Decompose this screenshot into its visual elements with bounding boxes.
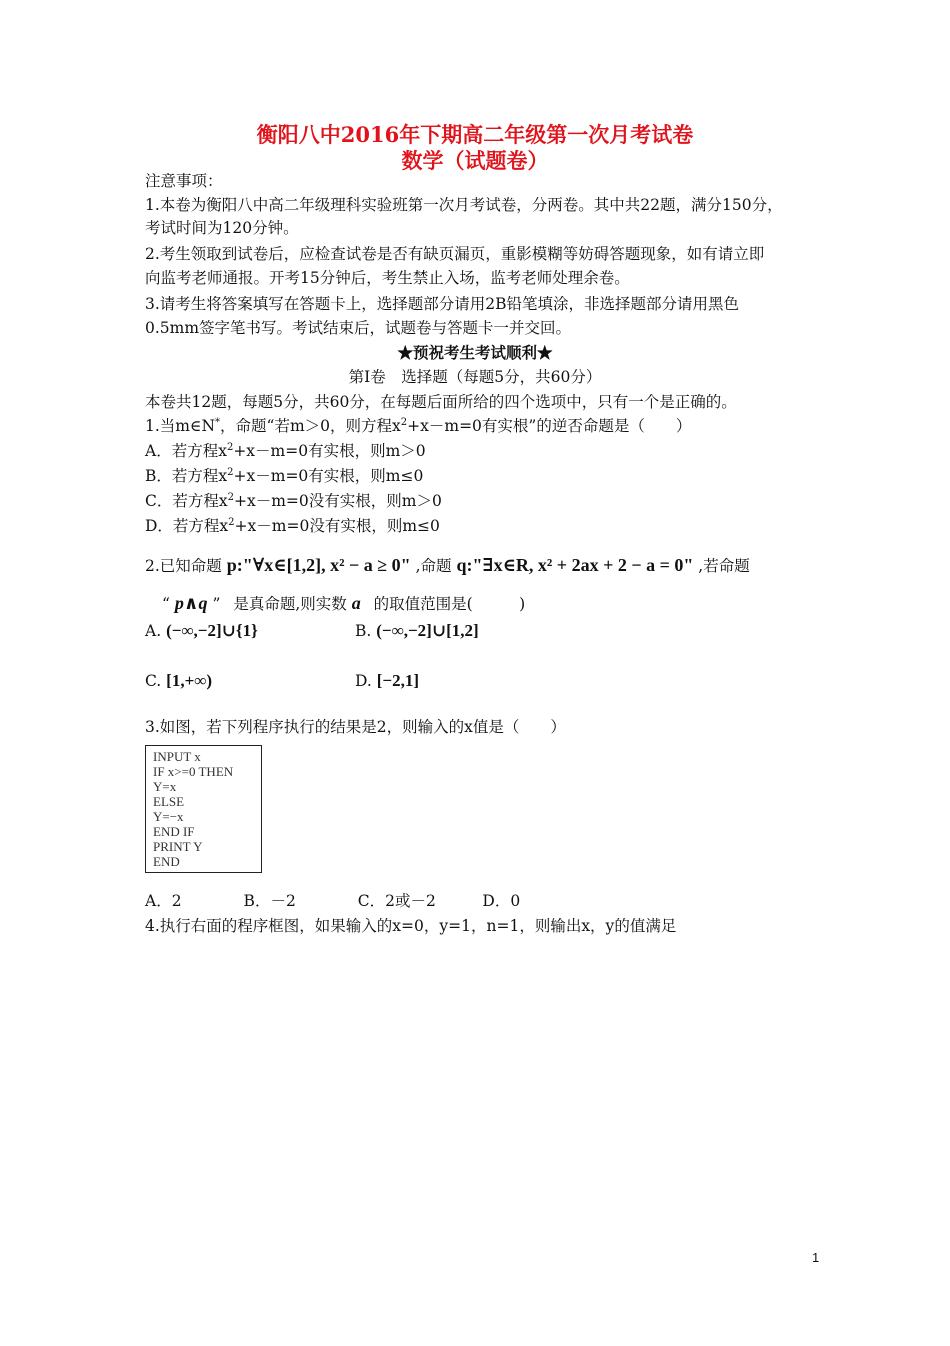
code-line: Y=x: [153, 779, 177, 794]
code-line: Y=−x: [153, 809, 184, 824]
proposition-p-formula: p:"∀x∈[1,2], x² − a ≥ 0": [226, 555, 411, 575]
question-2-option-c: C. [1,+∞): [145, 671, 213, 690]
note-2-line-2: 向监考老师通报。开考15分钟后，考生禁止入场，监考老师处理余卷。: [145, 269, 630, 287]
code-line: END IF: [153, 824, 195, 839]
note-3-line-1: 3.请考生将答案填写在答题卡上，选择题部分请用2B铅笔填涂，非选择题部分请用黑色: [145, 295, 740, 313]
question-2-option-b: B. (−∞,−2]∪[1,2]: [355, 621, 479, 640]
note-2-line-1: 2.考生领取到试卷后，应检查试卷是否有缺页漏页，重影模糊等妨碍答题现象，如有请立即: [145, 245, 765, 263]
code-line: PRINT Y: [153, 839, 203, 854]
section-intro: 本卷共12题，每题5分，共60分，在每题后面所给的四个选项中，只有一个是正确的。: [145, 393, 737, 411]
good-luck-banner: ★预祝考生考试顺利★: [397, 343, 553, 362]
exam-subtitle: 数学（试题卷）: [401, 148, 549, 173]
question-3-stem: 3.如图，若下列程序执行的结果是2，则输入的x值是（ ）: [145, 718, 566, 736]
code-line: ELSE: [153, 794, 185, 809]
section-title: 第Ⅰ卷 选择题（每题5分，共60分）: [348, 368, 602, 386]
page-number: 1: [812, 1250, 820, 1265]
code-line: END: [153, 854, 180, 869]
question-1-option-d: D．若方程$x^2+x-m=0$没有实根，则m≤0: [145, 516, 440, 535]
code-line: INPUT x: [153, 749, 201, 764]
exam-title: 衡阳八中2016年下期高二年级第一次月考试卷: [256, 122, 694, 147]
question-2-stem-line-2: “ p∧q ” 是真命题,则实数 a 的取值范围是( ): [162, 593, 526, 613]
p-and-q-formula: p∧q: [174, 593, 208, 613]
question-2-option-a: A. (−∞,−2]∪{1}: [145, 621, 258, 640]
proposition-q-formula: q:"∃x∈R, x² + 2ax + 2 − a = 0": [456, 555, 694, 575]
question-3-options: A．2 B．－2 C．2或－2 D．0: [145, 892, 521, 910]
code-line: IF x>=0 THEN: [153, 764, 234, 779]
notes-heading: 注意事项：: [145, 172, 223, 190]
note-1-line-1: 1.本卷为衡阳八中高二年级理科实验班第一次月考试卷，分两卷。其中共22题，满分150分，: [145, 196, 783, 214]
note-3-line-2: 0.5mm签字笔书写。考试结束后，试题卷与答题卡一并交回。: [145, 319, 572, 337]
question-2-option-d: D. [−2,1]: [355, 671, 420, 690]
question-1-option-b: B．若方程$x^2+x-m=0$有实根，则m≤0: [145, 466, 424, 485]
question-4-stem: 4.执行右面的程序框图，如果输入的x=0，y=1，n=1，则输出x，y的值满足: [145, 917, 677, 935]
program-code-box: [145, 745, 262, 873]
question-1-option-c: C．若方程$x^2+x-m=0$没有实根，则m＞0: [145, 491, 442, 510]
question-2-stem: 2.已知命题 p:"∀x∈[1,2], x² − a ≥ 0" ,命题 q:"∃x∈R, x² + 2ax + 2 − a = 0" ,若命题: [145, 555, 750, 575]
variable-a: a: [351, 593, 361, 613]
question-1-stem: 1.当m∈N*，命题“若m＞0，则方程$x^2+x-m=0$有实根”的逆否命题是（ ）: [145, 416, 692, 435]
question-1-option-a: A．若方程$x^2+x-m=0$有实根，则m＞0: [145, 441, 426, 460]
note-1-line-2: 考试时间为120分钟。: [145, 219, 299, 237]
